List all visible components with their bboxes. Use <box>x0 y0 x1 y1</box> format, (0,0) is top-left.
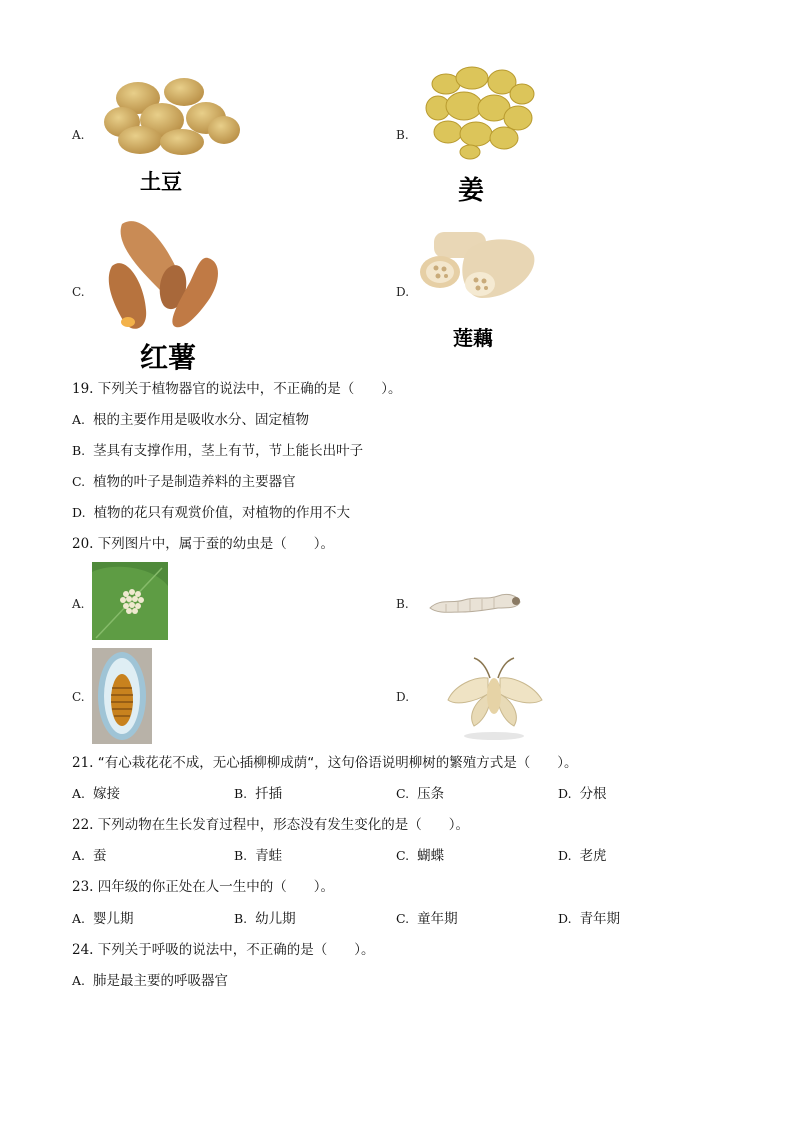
q20-option-letter-c: C. <box>72 690 85 704</box>
option-letter: A. <box>72 973 86 988</box>
q22-option-a[interactable] <box>72 847 107 865</box>
silk-moth-image[interactable] <box>444 656 544 742</box>
question-number: 24. <box>72 942 94 958</box>
q19-option-a[interactable] <box>72 411 309 429</box>
option-text: 老虎 <box>579 848 607 864</box>
option-text: 扦插 <box>255 786 283 802</box>
q23-option-a[interactable] <box>72 910 134 928</box>
option-text: 植物的叶子是制造养料的主要器官 <box>93 474 296 490</box>
lotus-root-image[interactable] <box>416 228 538 302</box>
q21-option-c[interactable] <box>396 785 444 803</box>
question-text: 下列图片中，属于蚕的幼虫是（ ）。 <box>97 536 335 552</box>
question-19-stem <box>72 380 402 398</box>
question-21-stem <box>72 754 578 772</box>
option-text: 青蛙 <box>255 848 283 864</box>
option-text: 分根 <box>579 786 607 802</box>
option-letter: A. <box>72 911 86 926</box>
question-text: 下列动物在生长发育过程中，形态没有发生变化的是（ ）。 <box>97 817 470 833</box>
option-letter: D. <box>558 911 572 926</box>
option-letter: C. <box>72 474 86 489</box>
q24-option-a[interactable] <box>72 972 228 990</box>
question-number: 21. <box>72 755 94 771</box>
q19-option-d[interactable] <box>72 504 350 522</box>
option-letter: B. <box>234 911 248 926</box>
option-letter: A. <box>72 848 86 863</box>
option-letter: C. <box>396 911 410 926</box>
question-24-stem <box>72 941 375 959</box>
question-20-stem <box>72 535 334 553</box>
option-letter: B. <box>72 443 86 458</box>
option-text: 根的主要作用是吸收水分、固定植物 <box>93 412 310 428</box>
question-23-stem <box>72 878 334 896</box>
lotus-root-label: 莲藕 <box>453 326 493 350</box>
question-number: 23. <box>72 879 94 895</box>
option-letter: D. <box>72 505 86 520</box>
question-number: 19. <box>72 381 94 397</box>
option-text: 肺是最主要的呼吸器官 <box>93 973 229 989</box>
option-text: 茎具有支撑作用，茎上有节，节上能长出叶子 <box>93 443 364 459</box>
q21-option-a[interactable] <box>72 785 120 803</box>
question-number: 20. <box>72 536 94 552</box>
potato-image[interactable] <box>102 74 242 156</box>
q21-option-d[interactable] <box>558 785 607 803</box>
q22-option-d[interactable] <box>558 847 607 865</box>
option-text: 蚕 <box>93 848 107 864</box>
q20-option-letter-b: B. <box>396 597 409 611</box>
option-letter: D. <box>558 848 572 863</box>
q22-option-c[interactable] <box>396 847 444 865</box>
ginger-label: 姜 <box>458 176 485 206</box>
option-text: 压条 <box>417 786 445 802</box>
option-letter-b: B. <box>396 128 409 142</box>
option-letter: A. <box>72 412 86 427</box>
silkworm-larva-image[interactable] <box>426 586 524 616</box>
question-number: 22. <box>72 817 94 833</box>
sweet-potato-label: 红薯 <box>140 341 197 374</box>
question-text: 四年级的你正处在人一生中的（ ）。 <box>97 879 335 895</box>
q20-option-letter-d: D. <box>396 690 410 704</box>
option-letter-c: C. <box>72 285 85 299</box>
q21-option-b[interactable] <box>234 785 282 803</box>
question-22-stem <box>72 816 469 834</box>
option-text: 婴儿期 <box>93 911 134 927</box>
q23-option-c[interactable] <box>396 910 458 928</box>
question-text: 下列关于植物器官的说法中，不正确的是（ ）。 <box>97 381 402 397</box>
question-text: “有心栽花花不成，无心插柳柳成荫“，这句俗语说明柳树的繁殖方式是（ ）。 <box>97 755 578 771</box>
q20-option-letter-a: A. <box>72 597 85 611</box>
q19-option-c[interactable] <box>72 473 296 491</box>
option-text: 蝴蝶 <box>417 848 445 864</box>
option-letter: C. <box>396 786 410 801</box>
option-letter: A. <box>72 786 86 801</box>
option-text: 嫁接 <box>93 786 121 802</box>
q22-option-b[interactable] <box>234 847 282 865</box>
option-text: 植物的花只有观赏价值，对植物的作用不大 <box>93 505 351 521</box>
option-text: 幼儿期 <box>255 911 296 927</box>
potato-label: 土豆 <box>140 170 182 194</box>
option-letter: B. <box>234 786 248 801</box>
option-text: 青年期 <box>579 911 621 927</box>
option-letter: B. <box>234 848 248 863</box>
option-letter-d: D. <box>396 285 410 299</box>
q23-option-b[interactable] <box>234 910 296 928</box>
silkworm-eggs-image[interactable] <box>92 562 168 640</box>
q23-option-d[interactable] <box>558 910 620 928</box>
silkworm-pupa-image[interactable] <box>92 648 152 744</box>
question-text: 下列关于呼吸的说法中，不正确的是（ ）。 <box>97 942 375 958</box>
q19-option-b[interactable] <box>72 442 363 460</box>
option-letter: D. <box>558 786 572 801</box>
option-text: 童年期 <box>417 911 458 927</box>
ginger-image[interactable] <box>424 64 536 160</box>
option-letter-a: A. <box>72 128 85 142</box>
option-letter: C. <box>396 848 410 863</box>
sweet-potato-image[interactable] <box>104 210 224 335</box>
